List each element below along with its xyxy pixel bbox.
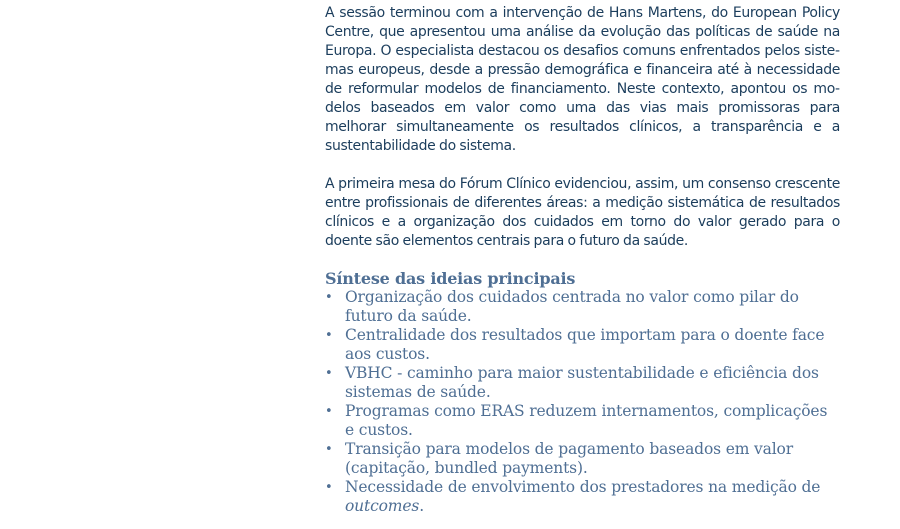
bullet-icon: • — [325, 290, 333, 305]
summary-list — [325, 288, 840, 516]
list-item-text: Necessidade de envolvimento dos prestadores na medição de — [345, 478, 821, 496]
bullet-icon: • — [325, 404, 333, 419]
list-item — [325, 364, 840, 402]
list-item — [325, 326, 840, 364]
bullet-icon: • — [325, 366, 333, 381]
list-item — [325, 288, 840, 326]
list-item-text: Centralidade dos resultados que importam para o doente face aos custos. — [345, 326, 825, 363]
bullet-icon: • — [325, 480, 333, 495]
summary-box — [325, 269, 840, 516]
list-item-emphasis: outcomes — [345, 497, 420, 515]
summary-title: Síntese das ideias principais — [325, 269, 576, 288]
list-item-text: Organização dos cuidados centrada no valor como pilar do futuro da saúde. — [345, 288, 799, 325]
list-item-text: VBHC - caminho para maior sustentabilidade e eficiência dos sistemas de saúde. — [345, 364, 819, 401]
list-item-text: Transição para modelos de pagamento baseados em valor (capitação, bundled payments). — [345, 440, 793, 477]
list-item-text: Programas como ERAS reduzem internamentos, complicações e custos. — [345, 402, 828, 439]
paragraph-closing-session: A sessão terminou com a intervenção de Hans Martens, do European Policy Centre, que apresentou uma análise da evolução das políticas de saúde na Europa. O especialista destacou os desafios comuns enfrentados pelos sistemas europeus, desde a pressão demográfica e financeira até à necessidade de reformular modelos de financiamento. Neste contexto, apontou os modelos baseados em valor como uma das vias mais promissoras para melhorar simultaneamente os resultados clínicos, a transparência e a sustentabilidade do sistema. — [325, 5, 840, 154]
list-item — [325, 440, 840, 478]
article-column — [325, 4, 840, 516]
list-item — [325, 478, 840, 516]
bullet-icon: • — [325, 442, 333, 457]
bullet-icon: • — [325, 328, 333, 343]
paragraph-consensus: A primeira mesa do Fórum Clínico evidenciou, assim, um consenso crescente entre profissionais de diferentes áreas: a medição sistemática de resultados clínicos e a organização dos cuidados em torno do valor gerado para o doente são elementos centrais para o futuro da saúde. — [325, 176, 840, 249]
list-item — [325, 402, 840, 440]
list-item-suffix: . — [419, 497, 424, 515]
